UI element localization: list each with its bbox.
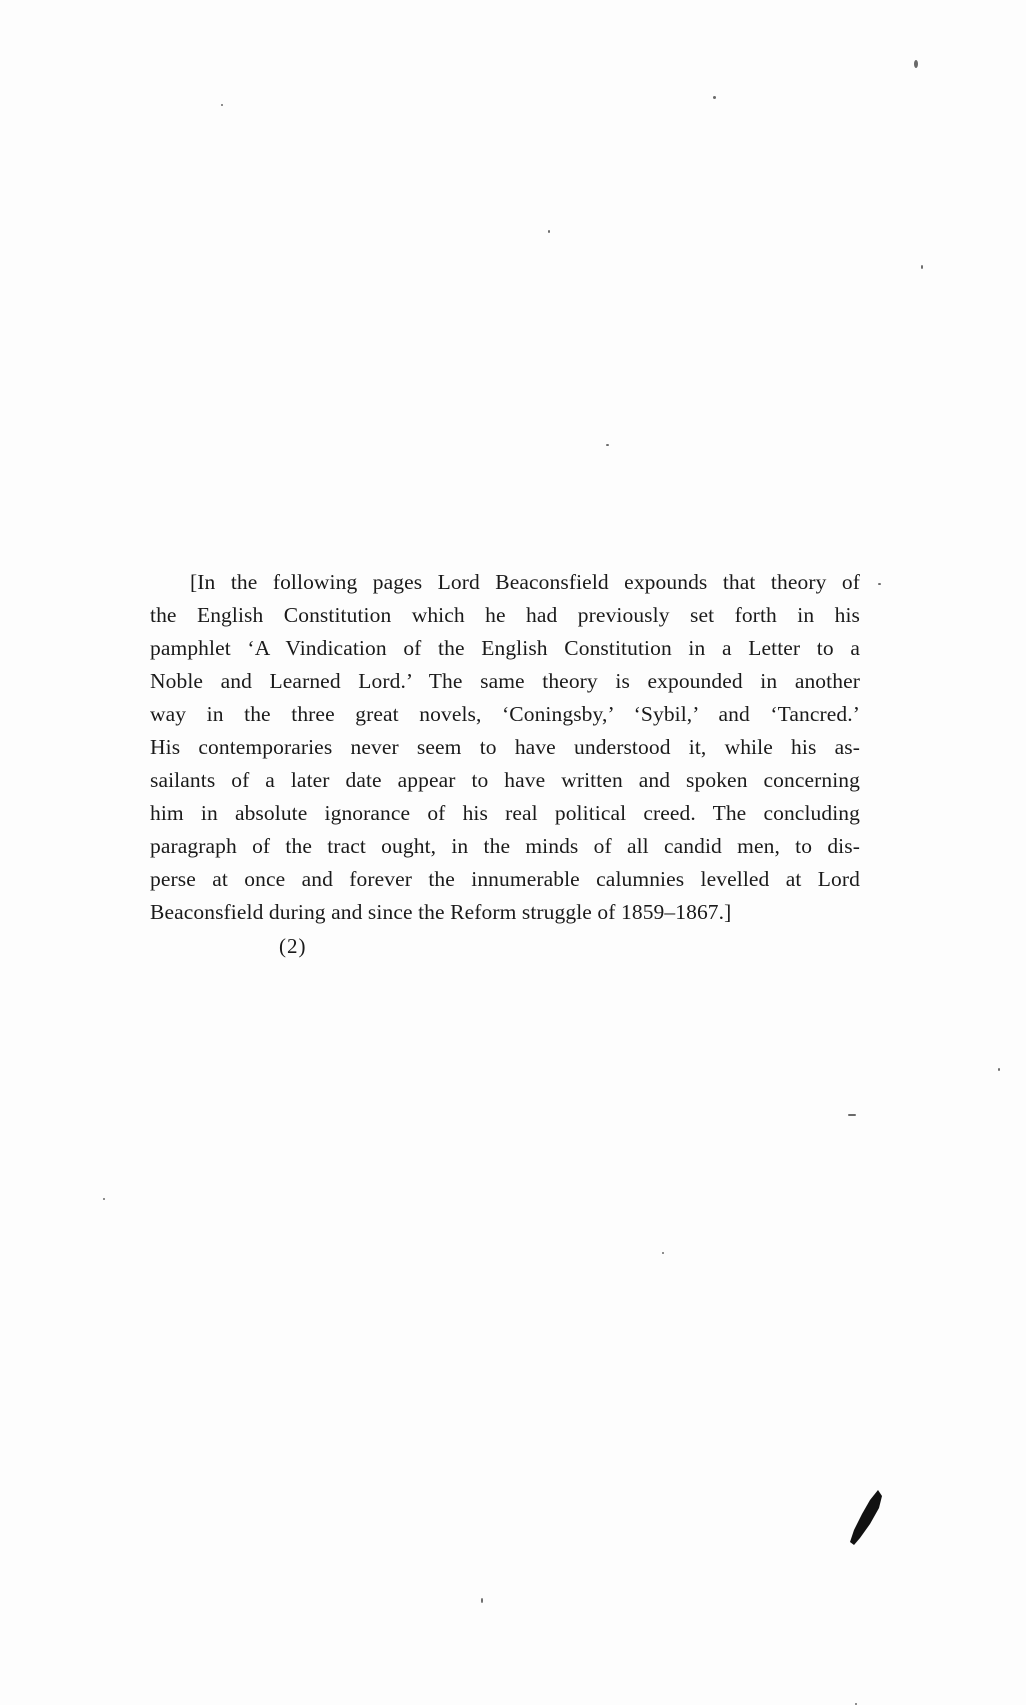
paragraph-line: Beaconsfield during and since the Reform struggle of 1859–1867.] <box>150 900 732 924</box>
scan-speck <box>914 60 918 68</box>
ink-blot <box>848 1488 884 1546</box>
scan-speck <box>713 96 716 99</box>
scan-speck <box>548 230 550 233</box>
scan-speck <box>481 1598 483 1603</box>
paragraph-line: paragraph of the tract ought, in the minds of all candid men, to dis- <box>150 834 860 858</box>
preface-paragraph <box>150 566 860 929</box>
scan-speck <box>662 1252 664 1254</box>
paragraph-line: pamphlet ‘A Vindication of the English Constitution in a Letter to a <box>150 636 860 660</box>
paragraph-line: Noble and Learned Lord.’ The same theory is expounded in another <box>150 669 860 693</box>
scan-speck <box>848 1114 856 1116</box>
paragraph-line: the English Constitution which he had previously set forth in his <box>150 603 860 627</box>
page-number: (2) <box>279 934 307 958</box>
paragraph-line: him in absolute ignorance of his real political creed. The concluding <box>150 801 860 825</box>
paragraph-line: way in the three great novels, ‘Coningsby,’ ‘Sybil,’ and ‘Tancred.’ <box>150 702 860 726</box>
paragraph-line: perse at once and forever the innumerable calumnies levelled at Lord <box>150 867 860 891</box>
scan-speck <box>606 444 609 446</box>
scan-speck <box>921 265 923 269</box>
scan-speck <box>221 104 223 106</box>
paragraph-line: [In the following pages Lord Beaconsfield expounds that theory of <box>190 570 860 594</box>
scan-speck <box>878 583 881 585</box>
paragraph-line: sailants of a later date appear to have written and spoken concerning <box>150 768 860 792</box>
paragraph-line: His contemporaries never seem to have understood it, while his as- <box>150 735 860 759</box>
scan-speck <box>103 1198 105 1200</box>
scan-speck <box>998 1068 1000 1071</box>
